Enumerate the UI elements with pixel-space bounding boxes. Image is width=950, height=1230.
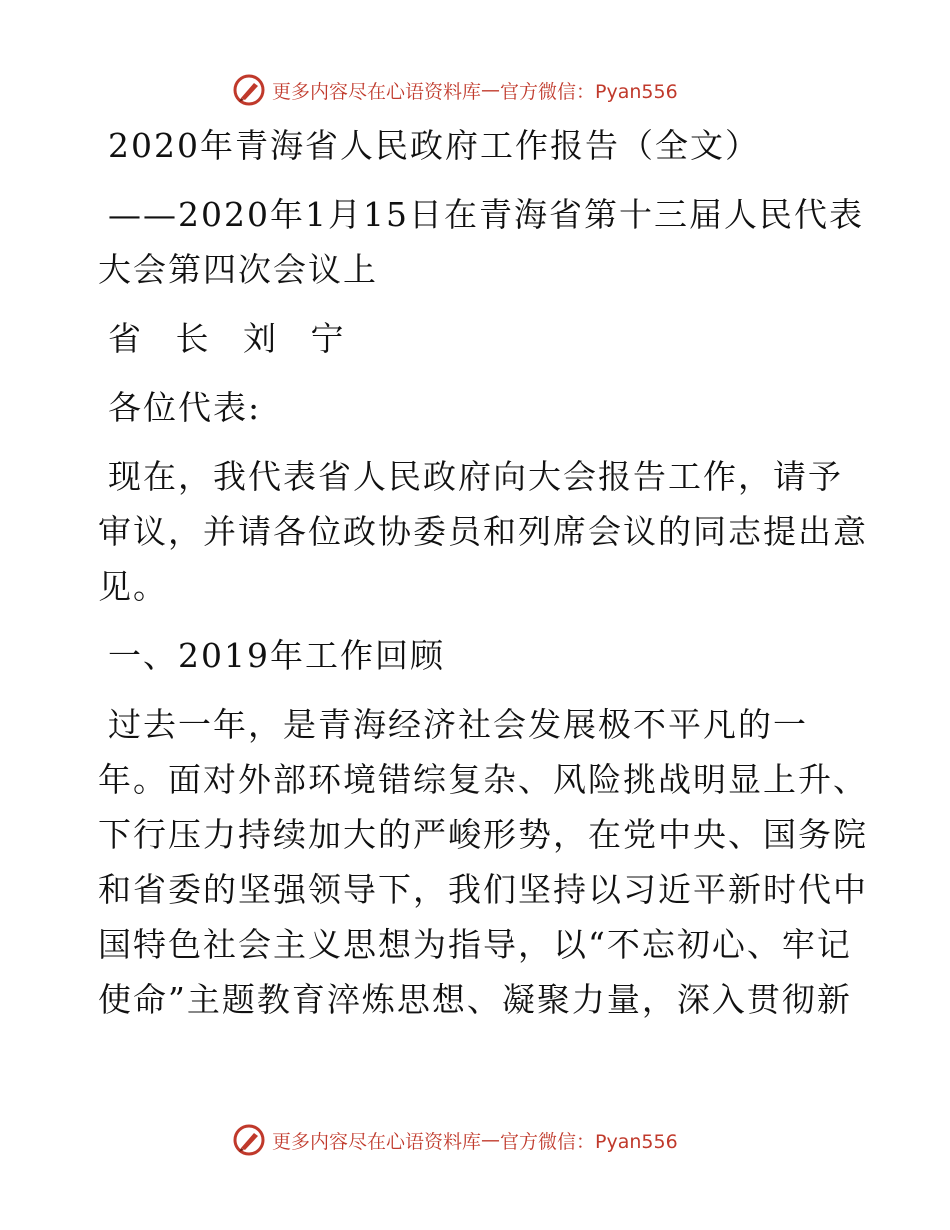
watermark-separator: — xyxy=(481,1129,501,1151)
document-title: 2020年青海省人民政府工作报告（全文） xyxy=(108,126,760,165)
footer-watermark xyxy=(232,1120,678,1160)
watermark-wechat: 官方微信：Pyan556 xyxy=(500,1130,678,1153)
intro-line: 现在，我代表省人民政府向大会报告工作，请予 xyxy=(108,457,843,496)
speaker-line: 省 长 刘 宁 xyxy=(108,319,356,358)
body-line: 下行压力持续加大的严峻形势，在党中央、国务院 xyxy=(98,815,868,854)
watermark-wechat: 官方微信：Pyan556 xyxy=(500,80,678,103)
intro-line: 见。 xyxy=(98,567,168,606)
watermark-text: 更多内容尽在心语资料库 xyxy=(272,1130,482,1153)
document-body xyxy=(98,118,868,1027)
watermark-separator: — xyxy=(481,79,501,101)
body-line: 过去一年，是青海经济社会发展极不平凡的一 xyxy=(108,705,808,744)
subtitle-line: 大会第四次会议上 xyxy=(98,250,378,289)
section-heading: 一、2019年工作回顾 xyxy=(108,636,445,675)
body-line: 使命”主题教育淬炼思想、凝聚力量，深入贯彻新 xyxy=(98,980,852,1019)
watermark-text: 更多内容尽在心语资料库 xyxy=(272,80,482,103)
intro-line: 审议，并请各位政协委员和列席会议的同志提出意 xyxy=(98,512,868,551)
salutation: 各位代表: xyxy=(108,388,262,427)
subtitle-line: ——2020年1月15日在青海省第十三届人民代表 xyxy=(108,195,864,234)
pen-logo-icon xyxy=(232,1123,266,1157)
body-line: 和省委的坚强领导下，我们坚持以习近平新时代中 xyxy=(98,870,868,909)
body-line: 年。面对外部环境错综复杂、风险挑战明显上升、 xyxy=(98,760,868,799)
header-watermark xyxy=(232,70,678,110)
body-line: 国特色社会主义思想为指导，以“不忘初心、牢记 xyxy=(98,925,852,964)
pen-logo-icon xyxy=(232,73,266,107)
